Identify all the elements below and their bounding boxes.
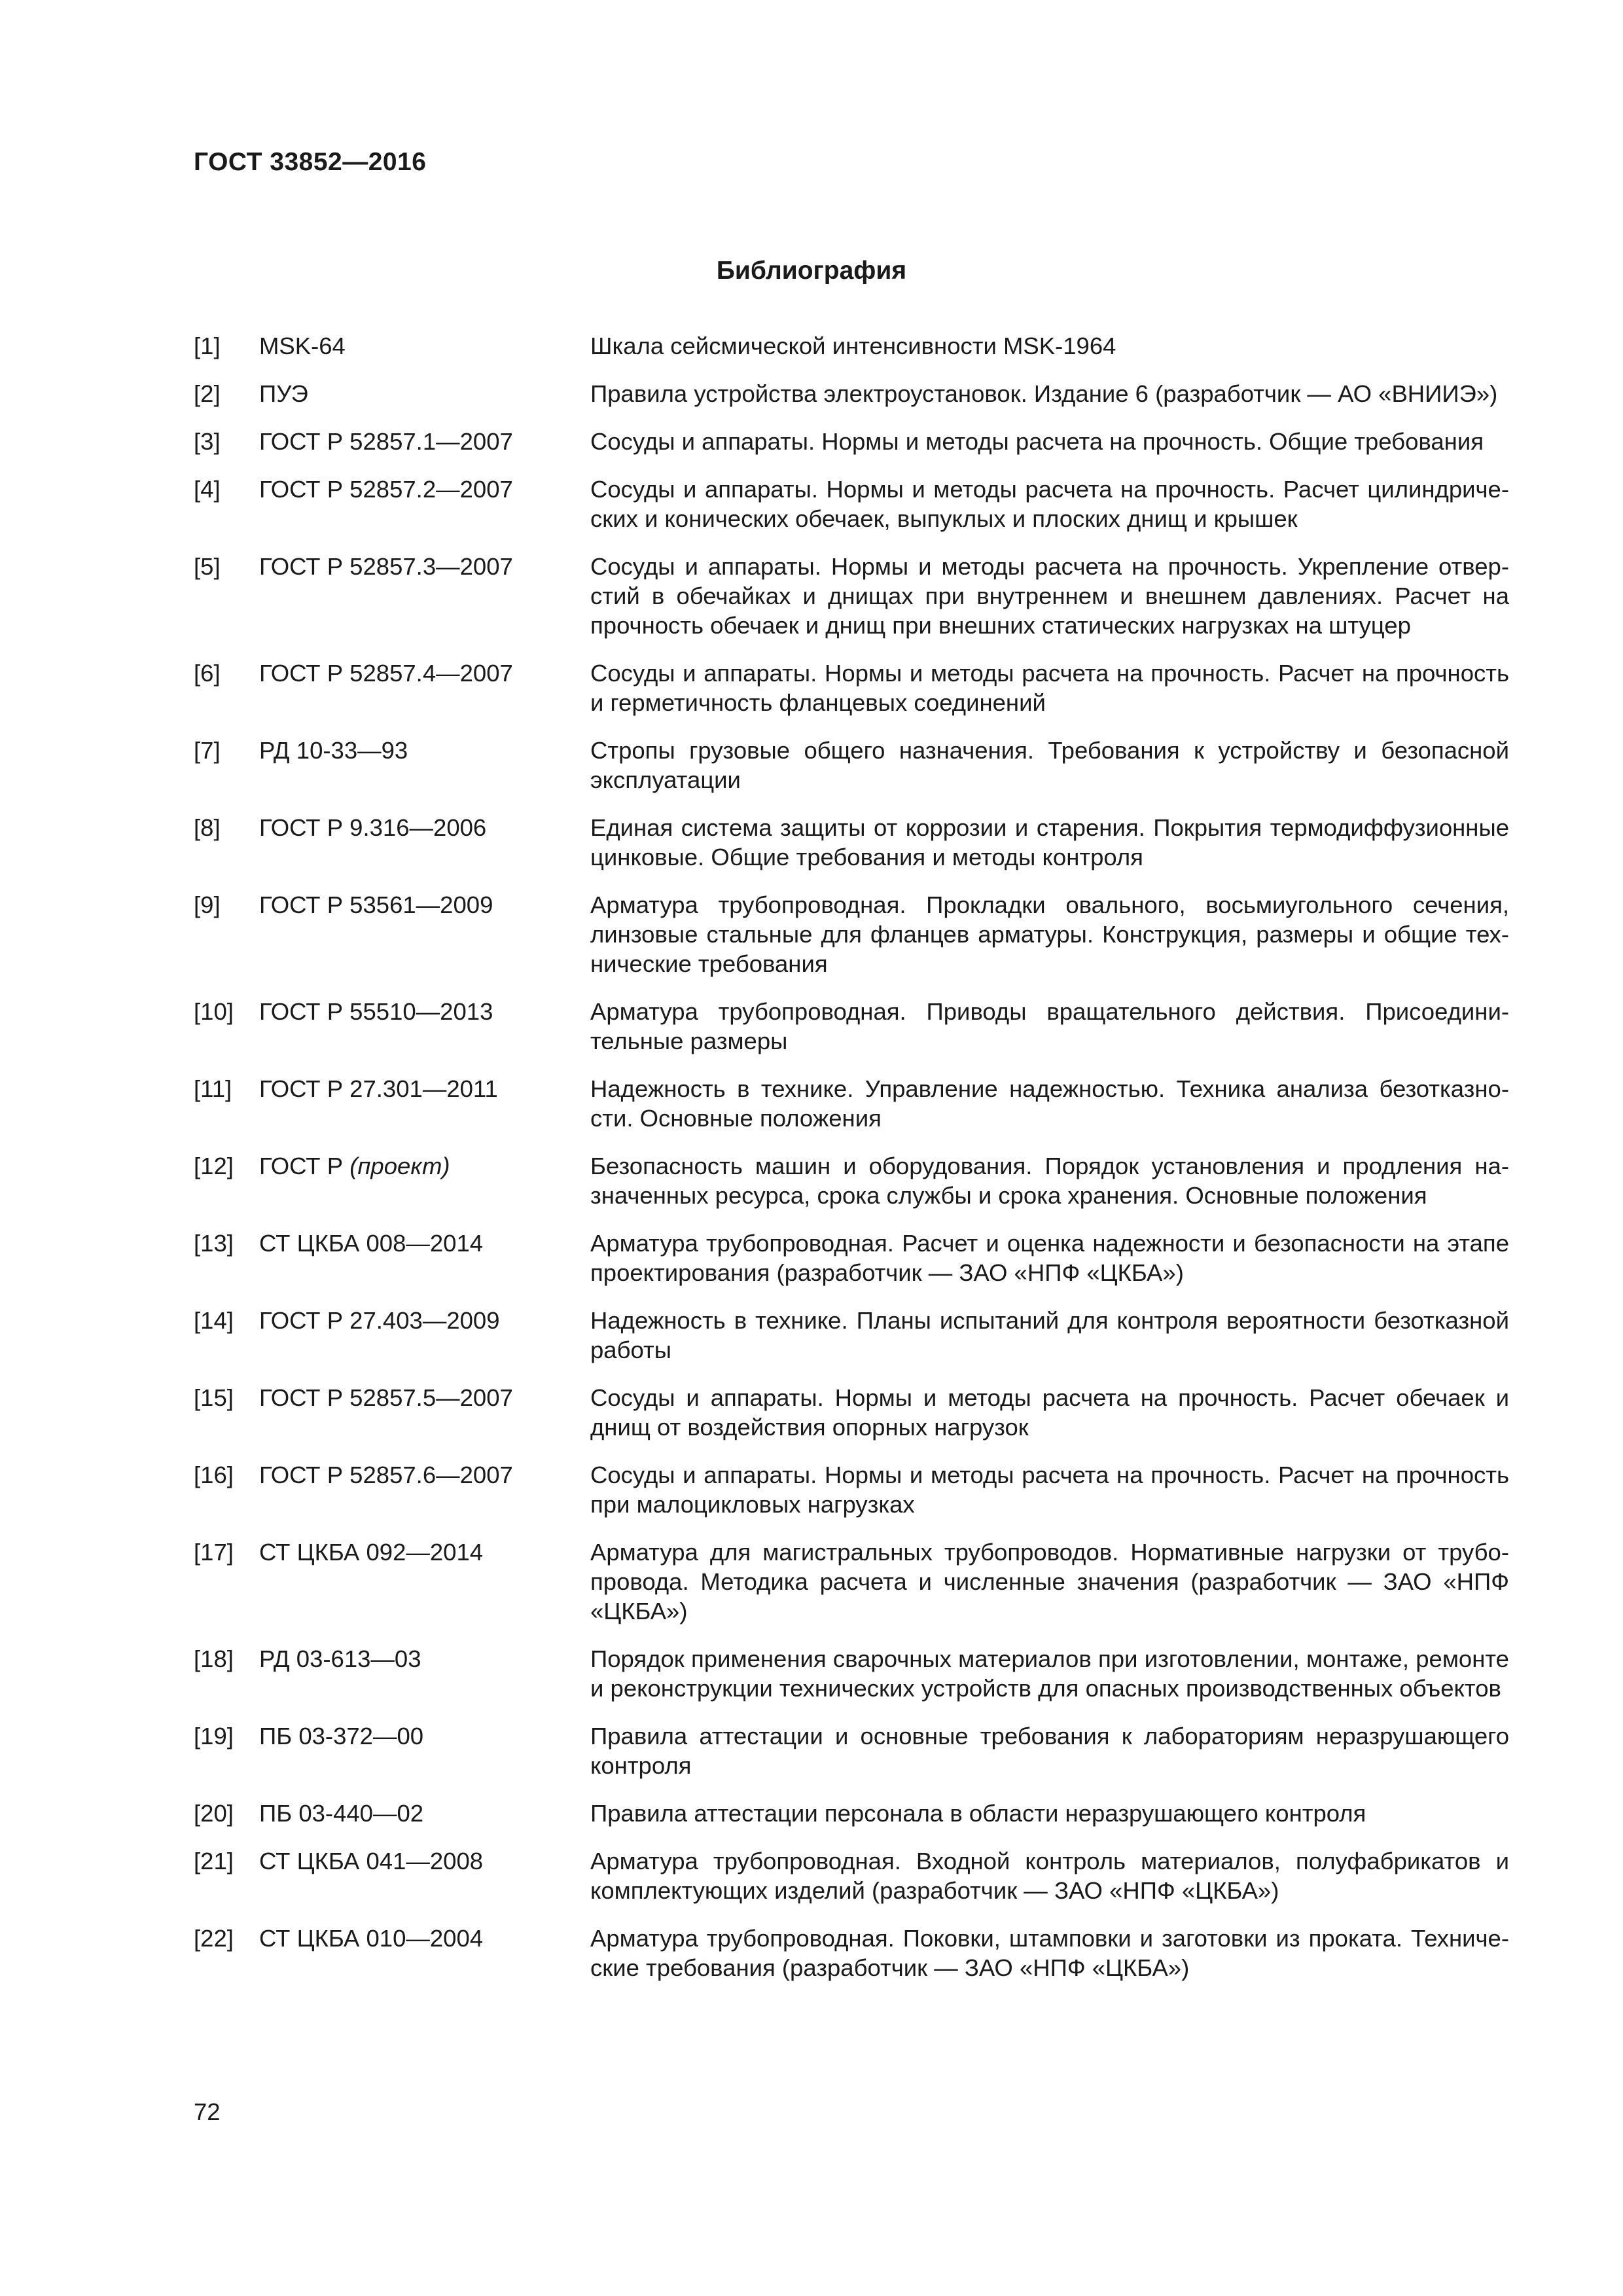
entry-code bbox=[259, 1721, 590, 1751]
entry-description: Правила устройства электроустановок. Издание 6 (разработчик — АО «ВНИИЭ») bbox=[590, 380, 1498, 407]
entry-description: Порядок применения сварочных материалов при изготовлении, монтаже, ремонте и реконструкции технических устройств для опасных производственных объектов bbox=[590, 1645, 1509, 1702]
page-number: 72 bbox=[194, 2098, 221, 2125]
entry-code bbox=[259, 658, 590, 688]
entry-code bbox=[259, 1383, 590, 1412]
entry-code-text: СТ ЦКБА 008—2014 bbox=[259, 1230, 484, 1257]
bibliography-entry bbox=[194, 1799, 1509, 1828]
entry-description: Надежность в технике. Планы испытаний для контроля вероятности безотказной работы bbox=[590, 1307, 1509, 1363]
entry-code-text: ГОСТ Р 52857.6—2007 bbox=[259, 1462, 513, 1488]
entry-number: [20] bbox=[194, 1800, 234, 1827]
bibliography-entry bbox=[194, 1151, 1509, 1210]
entry-code bbox=[259, 1924, 590, 1953]
entry-code bbox=[259, 1460, 590, 1490]
bibliography-entry bbox=[194, 552, 1509, 640]
entry-number: [22] bbox=[194, 1925, 234, 1952]
entry-description: Сосуды и аппараты. Нормы и методы расчета на прочность. Расчет на прочность при малоцикловых нагрузках bbox=[590, 1462, 1509, 1518]
entry-code bbox=[259, 1151, 590, 1181]
entry-number: [9] bbox=[194, 891, 221, 918]
entry-code bbox=[259, 1229, 590, 1258]
bibliography-entry bbox=[194, 427, 1509, 456]
entry-code bbox=[259, 997, 590, 1026]
entry-code-note: (проект) bbox=[349, 1153, 450, 1179]
entry-code-text: ГОСТ Р 53561—2009 bbox=[259, 891, 493, 918]
entry-code-text: ПУЭ bbox=[259, 380, 308, 407]
entry-code-text: ГОСТ Р 52857.2—2007 bbox=[259, 476, 513, 503]
entry-number: [5] bbox=[194, 553, 221, 580]
bibliography-entry bbox=[194, 1229, 1509, 1287]
entry-code bbox=[259, 813, 590, 842]
entry-number: [17] bbox=[194, 1539, 234, 1566]
bibliography-entry bbox=[194, 475, 1509, 533]
entry-code-text: ГОСТ Р 27.403—2009 bbox=[259, 1307, 500, 1334]
entry-number: [16] bbox=[194, 1462, 234, 1488]
entry-description: Безопасность машин и оборудования. Порядок установления и продления назначенных ресурса, срока службы и срока хранения. Основные положения bbox=[590, 1153, 1509, 1209]
entry-code-text: ПБ 03-372—00 bbox=[259, 1723, 424, 1749]
entry-code bbox=[259, 331, 590, 361]
bibliography-entry bbox=[194, 997, 1509, 1056]
document-header: ГОСТ 33852—2016 bbox=[194, 148, 427, 176]
entry-code-text: РД 10-33—93 bbox=[259, 737, 408, 764]
entry-description: Арматура для магистральных трубопроводов. Нормативные нагрузки от трубопровода. Методика расчета и численные значения (разработчик — ЗАО «НПФ «ЦКБА») bbox=[590, 1539, 1509, 1624]
entry-code-text: MSK-64 bbox=[259, 332, 346, 359]
entry-number: [6] bbox=[194, 660, 221, 687]
bibliography-entry bbox=[194, 1644, 1509, 1703]
bibliography-entry bbox=[194, 1074, 1509, 1133]
entry-code bbox=[259, 1644, 590, 1674]
entry-code-text: СТ ЦКБА 041—2008 bbox=[259, 1848, 484, 1874]
entry-number: [1] bbox=[194, 332, 221, 359]
entry-number: [19] bbox=[194, 1723, 234, 1749]
entry-number: [11] bbox=[194, 1075, 232, 1102]
entry-code-text: ГОСТ Р 55510—2013 bbox=[259, 998, 493, 1025]
bibliography-entry bbox=[194, 1306, 1509, 1365]
entry-code bbox=[259, 1074, 590, 1103]
entry-description: Сосуды и аппараты. Нормы и методы расчета на прочность. Расчет обечаек и днищ от воздействия опорных нагрузок bbox=[590, 1384, 1509, 1441]
entry-description: Надежность в технике. Управление надежностью. Техника анализа безотказности. Основные положения bbox=[590, 1075, 1509, 1132]
entry-code-text: ГОСТ Р 52857.4—2007 bbox=[259, 660, 513, 687]
bibliography-entry bbox=[194, 1383, 1509, 1442]
entry-description: Шкала сейсмической интенсивности MSK-1964 bbox=[590, 332, 1116, 359]
entry-code-text: СТ ЦКБА 010—2004 bbox=[259, 1925, 484, 1952]
entry-number: [18] bbox=[194, 1645, 234, 1672]
entry-number: [10] bbox=[194, 998, 234, 1025]
entry-code bbox=[259, 552, 590, 581]
entry-description: Сосуды и аппараты. Нормы и методы расчета на прочность. Укрепление отверстий в обечайках и днищах при внутреннем и внешнем давлениях. Расчет на прочность обечаек и днищ при внешних статических нагрузках на штуцер bbox=[590, 553, 1509, 639]
entry-number: [12] bbox=[194, 1153, 234, 1179]
entry-description: Сосуды и аппараты. Нормы и методы расчета на прочность. Общие требования bbox=[590, 428, 1484, 455]
bibliography-entry bbox=[194, 331, 1509, 361]
entry-code bbox=[259, 1846, 590, 1876]
entry-description: Единая система защиты от коррозии и старения. Покрытия термодиффузионные цинковые. Общие требования и методы контроля bbox=[590, 814, 1509, 870]
bibliography-list bbox=[194, 331, 1509, 2001]
entry-description: Сосуды и аппараты. Нормы и методы расчета на прочность. Расчет на прочность и герметичность фланцевых соединений bbox=[590, 660, 1509, 716]
bibliography-entry bbox=[194, 1460, 1509, 1519]
bibliography-entry bbox=[194, 890, 1509, 978]
entry-number: [15] bbox=[194, 1384, 234, 1411]
entry-code bbox=[259, 427, 590, 456]
entry-number: [4] bbox=[194, 476, 221, 503]
entry-code bbox=[259, 890, 590, 920]
entry-number: [8] bbox=[194, 814, 221, 841]
entry-code bbox=[259, 736, 590, 765]
entry-description: Сосуды и аппараты. Нормы и методы расчета на прочность. Расчет цилиндрических и конических обечаек, выпуклых и плоских днищ и крышек bbox=[590, 476, 1509, 532]
entry-code-text: ГОСТ Р 9.316—2006 bbox=[259, 814, 487, 841]
bibliography-entry bbox=[194, 736, 1509, 795]
entry-code-text: ГОСТ Р 52857.3—2007 bbox=[259, 553, 513, 580]
bibliography-entry bbox=[194, 1721, 1509, 1780]
entry-description: Арматура трубопроводная. Приводы вращательного действия. Присоединительные размеры bbox=[590, 998, 1509, 1054]
entry-description: Арматура трубопроводная. Входной контроль материалов, полуфабрикатов и комплектующих изделий (разработчик — ЗАО «НПФ «ЦКБА») bbox=[590, 1848, 1509, 1904]
bibliography-entry bbox=[194, 813, 1509, 872]
bibliography-entry bbox=[194, 1846, 1509, 1905]
entry-description: Стропы грузовые общего назначения. Требования к устройству и безопасной эксплуатации bbox=[590, 737, 1509, 793]
entry-code-text: ГОСТ Р 52857.5—2007 bbox=[259, 1384, 513, 1411]
entry-number: [7] bbox=[194, 737, 221, 764]
entry-code bbox=[259, 1537, 590, 1567]
entry-code-text: ПБ 03-440—02 bbox=[259, 1800, 424, 1827]
entry-code-text: ГОСТ Р 52857.1—2007 bbox=[259, 428, 513, 455]
entry-number: [3] bbox=[194, 428, 221, 455]
entry-code-text: ГОСТ Р 27.301—2011 bbox=[259, 1075, 498, 1102]
bibliography-entry bbox=[194, 1924, 1509, 1982]
entry-code-text: РД 03-613—03 bbox=[259, 1645, 421, 1672]
entry-code bbox=[259, 379, 590, 408]
entry-number: [21] bbox=[194, 1848, 234, 1874]
bibliography-entry bbox=[194, 658, 1509, 717]
entry-description: Арматура трубопроводная. Поковки, штамповки и заготовки из проката. Технические требования (разработчик — ЗАО «НПФ «ЦКБА») bbox=[590, 1925, 1509, 1981]
entry-number: [13] bbox=[194, 1230, 234, 1257]
entry-code bbox=[259, 1799, 590, 1828]
entry-code bbox=[259, 475, 590, 504]
bibliography-title: Библиография bbox=[716, 257, 907, 285]
bibliography-entry bbox=[194, 1537, 1509, 1626]
entry-code-text: ГОСТ Р bbox=[259, 1153, 350, 1179]
bibliography-entry bbox=[194, 379, 1509, 408]
entry-number: [2] bbox=[194, 380, 221, 407]
entry-description: Правила аттестации и основные требования к лабораториям неразрушающего контроля bbox=[590, 1723, 1509, 1779]
entry-description: Правила аттестации персонала в области неразрушающего контроля bbox=[590, 1800, 1366, 1827]
entry-description: Арматура трубопроводная. Прокладки овального, восьмиугольного сечения, линзовые стальные для фланцев арматуры. Конструкция, размеры и общие технические требования bbox=[590, 891, 1509, 977]
entry-code bbox=[259, 1306, 590, 1335]
entry-number: [14] bbox=[194, 1307, 234, 1334]
entry-code-text: СТ ЦКБА 092—2014 bbox=[259, 1539, 484, 1566]
entry-description: Арматура трубопроводная. Расчет и оценка надежности и безопасности на этапе проектирования (разработчик — ЗАО «НПФ «ЦКБА») bbox=[590, 1230, 1509, 1286]
